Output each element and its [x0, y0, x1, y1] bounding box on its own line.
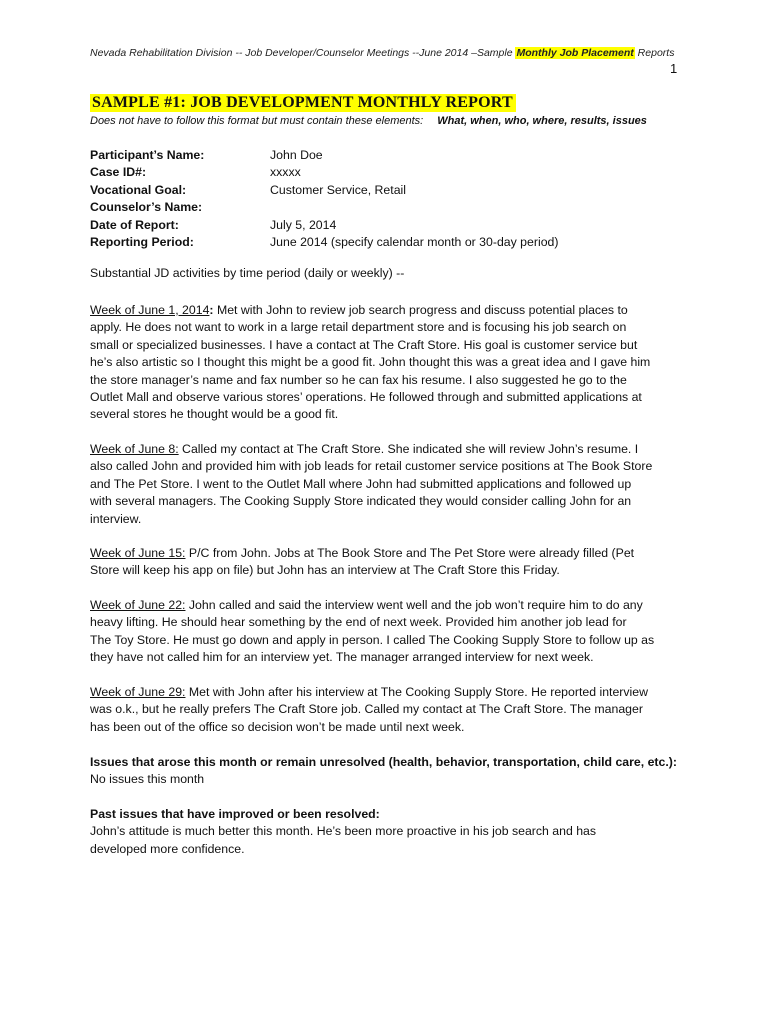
header-suffix: Reports: [634, 47, 675, 59]
field-label: Vocational Goal:: [90, 182, 187, 197]
field-label: Participant’s Name:: [90, 148, 205, 162]
week-entry-june-8: [90, 441, 690, 528]
field-label: Reporting Period:: [90, 234, 194, 249]
field-value: xxxxx: [270, 165, 301, 180]
week-text: apply. He does not want to work in a large retail department store and is focusing his job search on: [90, 320, 627, 335]
activities-intro: [90, 265, 690, 282]
week-text: with several managers. The Cooking Supply Store indicated they would consider calling John for an: [90, 494, 632, 509]
running-header: [90, 47, 690, 59]
field-row-date: [90, 217, 690, 234]
week-heading: Week of June 15:: [90, 546, 186, 560]
header-highlight: Monthly Job Placement: [516, 47, 634, 59]
issues-text: No issues this month: [90, 772, 205, 787]
past-issues-heading: Past issues that have improved or been resolved:: [90, 807, 380, 821]
participant-fields: [90, 147, 690, 251]
field-label: Date of Report:: [90, 217, 179, 232]
week-entry-june-15: [90, 545, 690, 580]
week-text: and The Pet Store. I went to the Outlet Mall where John had submitted applications and followed up: [90, 476, 632, 491]
field-row-case-id: [90, 164, 690, 181]
intro-text: Substantial JD activities by time period (daily or weekly) --: [90, 266, 405, 280]
field-row-period: [90, 234, 690, 251]
week-text: he’s also artistic so I thought this might be a good fit. John thought this was a great idea and I gave him: [90, 355, 651, 370]
week-text: The Toy Store. He must go down and apply in person. I called The Cooking Supply Store to follow up as: [90, 632, 655, 647]
report-subtitle: [90, 115, 647, 127]
week-heading: Week of June 1, 2014: [90, 303, 210, 317]
week-text: heavy lifting. He should hear something by the end of next week. Provided him another job lead for: [90, 615, 627, 630]
field-value: July 5, 2014: [270, 217, 337, 232]
week-text: the store manager’s name and fax number so he can fax his resume. I also suggested he go to the: [90, 372, 627, 387]
week-heading: Week of June 8:: [90, 442, 179, 456]
week-heading: Week of June 29:: [90, 685, 186, 699]
issues-heading: Issues that arose this month or remain unresolved (health, behavior, transportation, child care, etc.):: [90, 755, 677, 769]
field-label: Case ID#:: [90, 165, 147, 180]
field-label: Counselor’s Name:: [90, 200, 203, 215]
week-text: several stores he thought would be a good fit.: [90, 407, 339, 422]
header-text: Nevada Rehabilitation Division -- Job Developer/Counselor Meetings --June 2014 –Sample: [90, 47, 516, 59]
week-text: also called John and provided him with job leads for retail customer service positions at The Book Store: [90, 459, 653, 474]
week-text: Called my contact at The Craft Store. She indicated she will review John’s resume. I: [178, 442, 639, 456]
week-text: Store will keep his app on file) but John has an interview at The Craft Store this Friday.: [90, 563, 560, 578]
subtitle-note: Does not have to follow this format but must contain these elements:: [90, 115, 424, 127]
field-value: June 2014 (specify calendar month or 30-day period): [270, 234, 559, 249]
report-title: SAMPLE #1: JOB DEVELOPMENT MONTHLY REPORT: [90, 94, 516, 112]
week-text: small or specialized businesses. I have a contact at The Craft Store. His goal is customer service but: [90, 337, 638, 352]
week-text: was o.k., but he really prefers The Craft Store job. Called my contact at The Craft Store. The manager: [90, 702, 643, 717]
page-number: 1: [670, 61, 678, 76]
week-entry-june-1: Week of June 1, 2014: Met with John to review job search progress and discuss potential places to apply. He does not want to work in a large retail department store and is focusing his job search on small or specialized businesses. I have a contact at The Craft Store. His goal is customer service but he’s also artistic so I thought this might be a good fit. John thought this was a great idea and I gave him the store manager’s name and fax number so he can fax his resume. I also suggested he go to the Outlet Mall and observe various stores’ operations. He followed through and submitted applications at several stores he thought would be a good fit.: [90, 302, 690, 424]
past-issues-text: developed more confidence.: [90, 841, 245, 856]
week-text: interview.: [90, 511, 142, 526]
week-text: Met with John to review job search progress and discuss potential places to: [213, 303, 628, 317]
subtitle-elements: What, when, who, where, results, issues: [437, 115, 647, 127]
week-entry-june-22: [90, 597, 690, 667]
week-text: has been out of the office so decision won’t be made until next week.: [90, 719, 465, 734]
field-row-vocational-goal: [90, 182, 690, 199]
week-text: they have not called him for an interview yet. The manager arranged interview for next week.: [90, 650, 594, 665]
week-text: Outlet Mall and observe various stores’ operations. He followed through and submitted applications at: [90, 389, 642, 404]
week-text: Met with John after his interview at The Cooking Supply Store. He reported interview: [185, 685, 648, 699]
field-value: Customer Service, Retail: [270, 182, 406, 197]
field-row-participant: [90, 147, 690, 164]
week-heading: Week of June 22:: [90, 598, 186, 612]
field-value: John Doe: [270, 148, 323, 162]
issues-section: [90, 754, 690, 789]
week-entry-june-29: [90, 684, 690, 736]
week-text: John called and said the interview went well and the job won’t require him to do any: [185, 598, 643, 612]
field-row-counselor: [90, 199, 690, 216]
week-text: P/C from John. Jobs at The Book Store and The Pet Store were already filled (Pet: [185, 546, 635, 560]
past-issues-section: [90, 806, 690, 858]
past-issues-text: John’s attitude is much better this month. He’s been more proactive in his job search and has: [90, 824, 597, 839]
